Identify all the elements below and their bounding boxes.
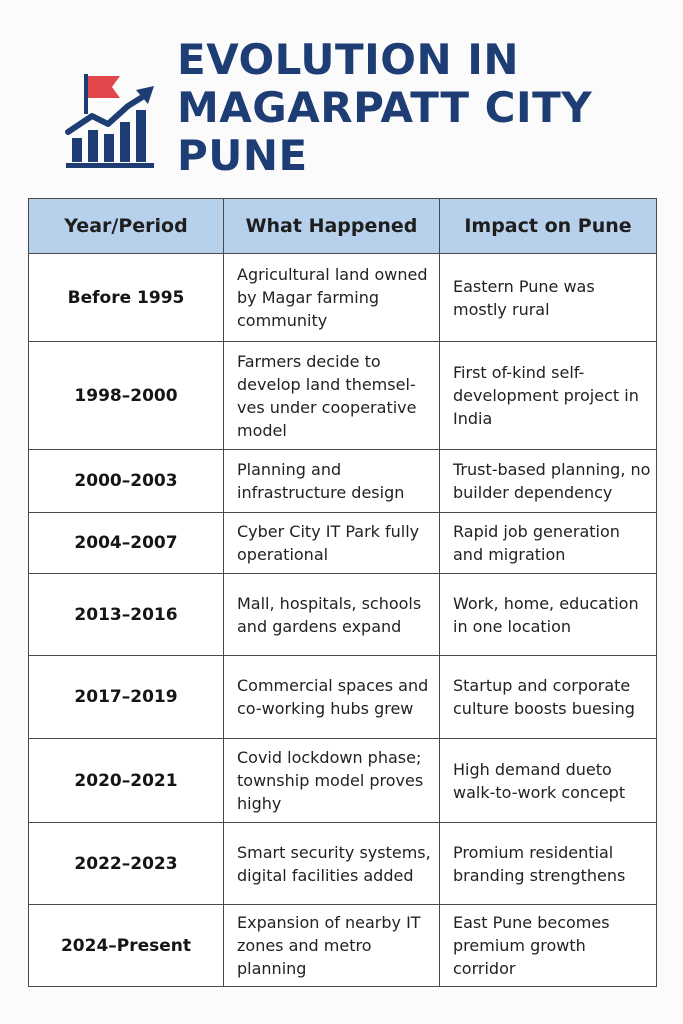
what-happened-cell: Agricultural land owned by Magar farming community — [224, 254, 440, 342]
title-line-2: MAGARPATT CITY — [177, 83, 593, 132]
column-header-what: What Happened — [224, 199, 440, 254]
year-cell: 2017–2019 — [29, 656, 224, 739]
what-happened-cell: Expansion of nearby IT zones and metro planning — [224, 905, 440, 987]
year-cell: 2013–2016 — [29, 574, 224, 656]
table-row — [29, 450, 657, 513]
column-header-year: Year/Period — [29, 199, 224, 254]
year-cell: 2000–2003 — [29, 450, 224, 513]
what-happened-cell: Mall, hospitals, schools and gardens expand — [224, 574, 440, 656]
what-happened-cell: Cyber City IT Park fully operational — [224, 513, 440, 574]
title-line-3: PUNE — [177, 131, 308, 180]
table-row — [29, 254, 657, 342]
header — [0, 0, 683, 195]
table-row — [29, 342, 657, 450]
what-happened-cell: Covid lockdown phase; township model proves highy — [224, 739, 440, 823]
year-cell: Before 1995 — [29, 254, 224, 342]
column-header-impact: Impact on Pune — [440, 199, 657, 254]
what-happened-cell: Commercial spaces and co-working hubs grew — [224, 656, 440, 739]
impact-cell: Promium residential branding strengthens — [440, 823, 657, 905]
what-happened-cell: Smart security systems, digital facilities added — [224, 823, 440, 905]
table-row — [29, 905, 657, 987]
what-happened-cell: Planning and infrastructure design — [224, 450, 440, 513]
impact-cell: First of-kind self-development project in India — [440, 342, 657, 450]
table-row — [29, 739, 657, 823]
table-row — [29, 656, 657, 739]
table-row — [29, 574, 657, 656]
impact-cell: East Pune becomes premium growth corridor — [440, 905, 657, 987]
impact-cell: Trust-based planning, no builder dependency — [440, 450, 657, 513]
year-cell: 2004–2007 — [29, 513, 224, 574]
table-header — [29, 199, 657, 254]
year-cell: 2020–2021 — [29, 739, 224, 823]
impact-cell: Eastern Pune was mostly rural — [440, 254, 657, 342]
growth-chart-with-flag-icon — [62, 70, 162, 170]
year-cell: 2024–Present — [29, 905, 224, 987]
year-cell: 2022–2023 — [29, 823, 224, 905]
impact-cell: Startup and corporate culture boosts buesing — [440, 656, 657, 739]
title-line-1: EVOLUTION IN — [177, 35, 520, 84]
evolution-table — [28, 198, 657, 987]
what-happened-cell: Farmers decide to develop land themsel-ves under cooperative model — [224, 342, 440, 450]
impact-cell: Work, home, education in one location — [440, 574, 657, 656]
impact-cell: High demand dueto walk-to-work concept — [440, 739, 657, 823]
impact-cell: Rapid job generation and migration — [440, 513, 657, 574]
table-row — [29, 823, 657, 905]
table-row — [29, 513, 657, 574]
header-row — [29, 199, 657, 254]
year-cell: 1998–2000 — [29, 342, 224, 450]
table-body — [29, 254, 657, 987]
page-title — [177, 36, 667, 180]
